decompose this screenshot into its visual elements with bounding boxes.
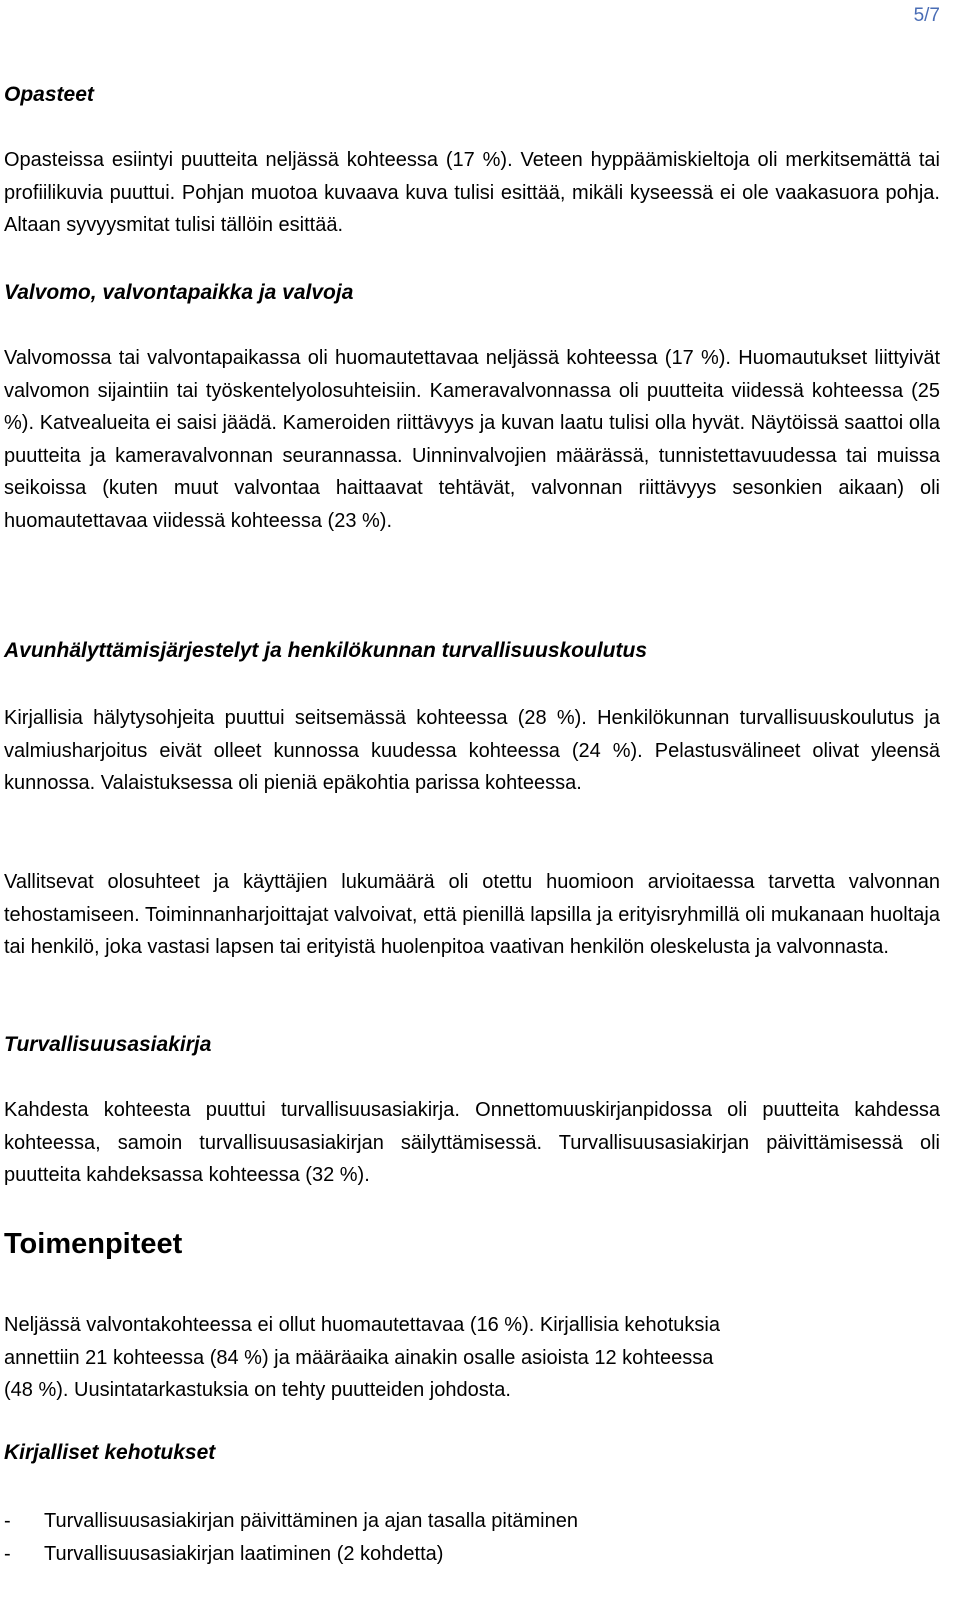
section-heading-turvallisuusasiakirja: Turvallisuusasiakirja: [4, 1033, 212, 1056]
list-item: [4, 1538, 578, 1571]
list-item: [4, 1505, 578, 1538]
section-heading-toimenpiteet: Toimenpiteet: [4, 1228, 183, 1260]
paragraph-avunhalytys-1: Kirjallisia hälytysohjeita puuttui seitsemässä kohteessa (28 %). Henkilökunnan turvallisuuskoulutus ja valmiusharjoitus eivät olleet kunnossa kuudessa kohteessa (24 %). Pelastusvälineet olivat yleensä kunnossa. Valaistuksessa oli pieniä epäkohtia parissa kohteessa.: [4, 707, 940, 794]
section-heading-avunhalytys: Avunhälyttämisjärjestelyt ja henkilökunnan turvallisuuskoulutus: [4, 639, 647, 662]
toimenpiteet-line-3: (48 %). Uusintatarkastuksia on tehty puutteiden johdosta.: [4, 1379, 511, 1401]
toimenpiteet-line-2: annettiin 21 kohteessa (84 %) ja määräaika ainakin osalle asioista 12 kohteessa: [4, 1346, 714, 1369]
list-item-text: Turvallisuusasiakirjan päivittäminen ja ajan tasalla pitäminen: [44, 1510, 578, 1532]
list-bullet: -: [4, 1510, 11, 1532]
page-number: 5/7: [913, 5, 940, 26]
section-heading-opasteet: Opasteet: [4, 83, 94, 106]
paragraph-turvallisuusasiakirja: Kahdesta kohteesta puuttui turvallisuusasiakirja. Onnettomuuskirjanpidossa oli puutteita kahdessa kohteessa, samoin turvallisuusasiakirjan säilyttämisessä. Turvallisuusasiakirjan päivittämisessä oli puutteita kahdeksassa kohteessa (32 %).: [4, 1099, 940, 1186]
kehotukset-list: [4, 1505, 578, 1571]
list-bullet: -: [4, 1543, 11, 1565]
paragraph-toimenpiteet: [4, 1309, 940, 1407]
paragraph-avunhalytys-2: Vallitsevat olosuhteet ja käyttäjien lukumäärä oli otettu huomioon arvioitaessa tarvetta valvonnan tehostamiseen. Toiminnanharjoittajat valvoivat, että pienillä lapsilla ja erityisryhmillä oli mukanaan huoltaja tai henkilö, joka vastasi lapsen tai erityistä huolenpitoa vaativan henkilön oleskelusta ja valvonnasta.: [4, 871, 940, 958]
list-item-text: Turvallisuusasiakirjan laatiminen (2 kohdetta): [44, 1543, 444, 1565]
toimenpiteet-line-1: Neljässä valvontakohteessa ei ollut huomautettavaa (16 %). Kirjallisia kehotuksia: [4, 1314, 720, 1336]
paragraph-valvomo: Valvomossa tai valvontapaikassa oli huomautettavaa neljässä kohteessa (17 %). Huomautukset liittyivät valvomon sijaintiin tai työskentelyolosuhteisiin. Kameravalvonnassa oli puutteita viidessä kohteessa (25 %). Katvealueita ei saisi jäädä. Kameroiden riittävyys ja kuvan laatu tulisi olla hyvät. Näytöissä saattoi olla puutteita ja kameravalvonnan seurannassa. Uinninvalvojien määrässä, tunnistettavuudessa tai muissa seikoissa (kuten muut valvontaa haittaavat tehtävät, valvonnan riittävyys sesonkien aikaan) oli huomautettavaa viidessä kohteessa (23 %).: [4, 347, 940, 532]
paragraph-opasteet: Opasteissa esiintyi puutteita neljässä kohteessa (17 %). Veteen hyppäämiskieltoja oli merkitsemättä tai profiilikuvia puuttui. Pohjan muotoa kuvaava kuva tulisi esittää, mikäli kyseessä ei ole vaakasuora pohja. Altaan syvyysmitat tulisi tällöin esittää.: [4, 149, 940, 236]
section-heading-valvomo: Valvomo, valvontapaikka ja valvoja: [4, 281, 354, 304]
section-heading-kehotukset: Kirjalliset kehotukset: [4, 1441, 216, 1464]
